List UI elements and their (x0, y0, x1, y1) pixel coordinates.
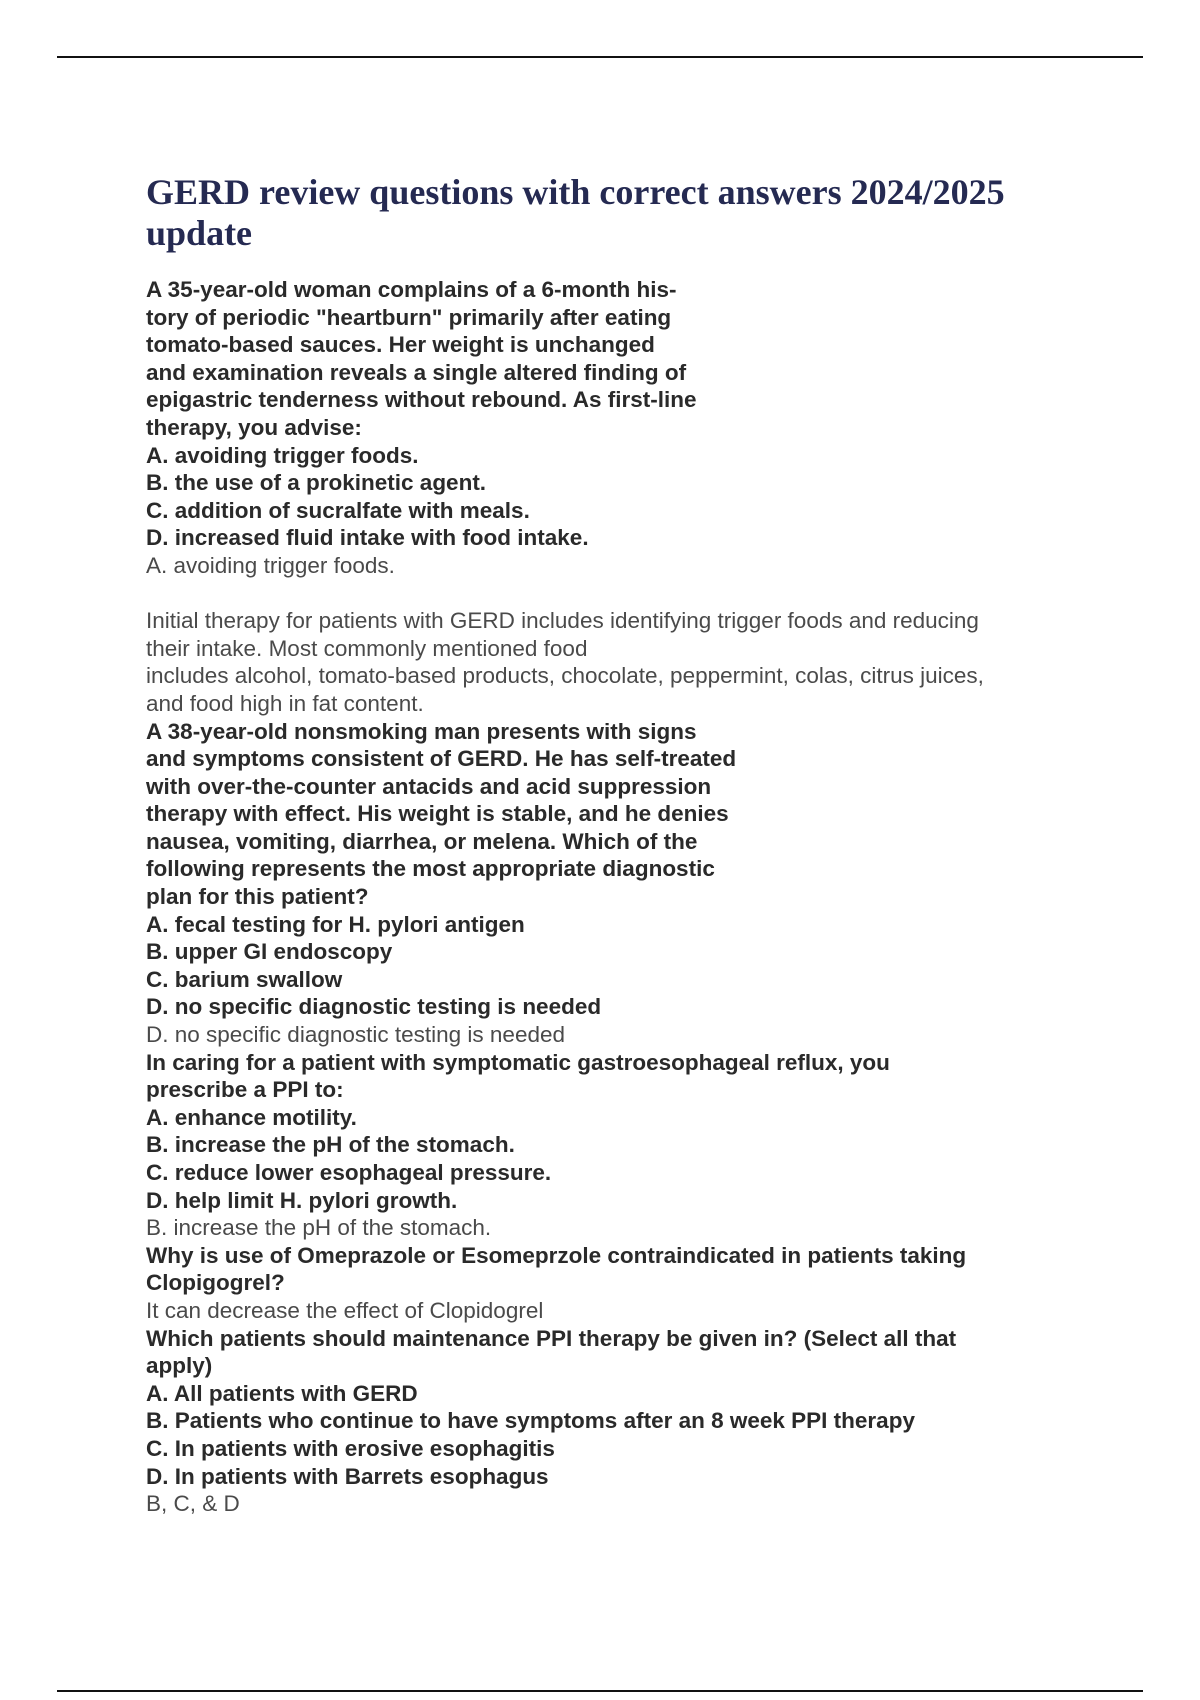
question-line: nausea, vomiting, diarrhea, or melena. Which of the (146, 828, 698, 854)
question-line: epigastric tenderness without rebound. As first-line (146, 387, 697, 413)
question-line: plan for this patient? (146, 884, 369, 910)
bottom-rule (57, 1690, 1143, 1692)
title-line: update (146, 213, 253, 253)
qa-item (146, 1049, 1066, 1242)
question-line: apply) (146, 1353, 213, 1379)
answer-option: C. barium swallow (146, 966, 343, 992)
correct-answer: It can decrease the effect of Clopidogrel (146, 1297, 544, 1323)
question-line: therapy with effect. His weight is stable, and he denies (146, 801, 729, 827)
answer-option: D. In patients with Barrets esophagus (146, 1463, 549, 1489)
top-rule (57, 56, 1143, 58)
answer-option: D. increased fluid intake with food intake. (146, 525, 589, 551)
question-line: following represents the most appropriate diagnostic (146, 856, 715, 882)
qa-list (146, 276, 1066, 1518)
answer-option: A. All patients with GERD (146, 1380, 418, 1406)
answer-option: C. addition of sucralfate with meals. (146, 497, 530, 523)
answer-option: A. avoiding trigger foods. (146, 442, 419, 468)
question-line: Clopigogrel? (146, 1270, 285, 1296)
question-line: In caring for a patient with symptomatic gastroesophageal reflux, you (146, 1049, 890, 1075)
correct-answer: B. increase the pH of the stomach. (146, 1215, 492, 1241)
question-line: tomato-based sauces. Her weight is unchanged (146, 332, 655, 358)
question-line: prescribe a PPI to: (146, 1077, 344, 1103)
question-line: and symptoms consistent of GERD. He has self-treated (146, 746, 737, 772)
question-line: tory of periodic "heartburn" primarily after eating (146, 304, 672, 330)
answer-option: D. no specific diagnostic testing is needed (146, 994, 602, 1020)
question-line: Which patients should maintenance PPI therapy be given in? (Select all that (146, 1325, 957, 1351)
question-line: with over-the-counter antacids and acid suppression (146, 773, 712, 799)
correct-answer: A. avoiding trigger foods. (146, 552, 395, 578)
question-line: therapy, you advise: (146, 414, 362, 440)
answer-option: C. reduce lower esophageal pressure. (146, 1160, 552, 1185)
question-line: and examination reveals a single altered finding of (146, 359, 687, 385)
title-line: GERD review questions with correct answers 2024/2025 (146, 172, 1005, 212)
question-line: A 35-year-old woman complains of a 6-month his- (146, 277, 677, 302)
explanation-line: their intake. Most commonly mentioned food (146, 635, 588, 661)
correct-answer: B, C, & D (146, 1491, 240, 1517)
document-title (146, 172, 1066, 254)
answer-option: A. fecal testing for H. pylori antigen (146, 911, 525, 937)
qa-item (146, 718, 1066, 1049)
question-line: A 38-year-old nonsmoking man presents with signs (146, 718, 697, 744)
answer-option: B. upper GI endoscopy (146, 939, 393, 965)
qa-item (146, 1242, 1066, 1325)
answer-option: C. In patients with erosive esophagitis (146, 1435, 555, 1461)
document-body (146, 172, 1066, 1518)
question-line: Why is use of Omeprazole or Esomeprzole contraindicated in patients taking (146, 1242, 967, 1268)
explanation-line: and food high in fat content. (146, 690, 424, 716)
answer-option: D. help limit H. pylori growth. (146, 1187, 458, 1213)
answer-option: A. enhance motility. (146, 1104, 357, 1130)
explanation-line: Initial therapy for patients with GERD includes identifying trigger foods and reducing (146, 608, 979, 634)
answer-option: B. Patients who continue to have symptoms after an 8 week PPI therapy (146, 1408, 915, 1434)
spacer (146, 580, 1066, 608)
answer-option: B. increase the pH of the stomach. (146, 1132, 515, 1158)
explanation-line: includes alcohol, tomato-based products, chocolate, peppermint, colas, citrus juices, (146, 663, 984, 689)
qa-item (146, 276, 1066, 718)
answer-option: B. the use of a prokinetic agent. (146, 470, 487, 496)
correct-answer: D. no specific diagnostic testing is needed (146, 1022, 565, 1048)
qa-item (146, 1325, 1066, 1518)
